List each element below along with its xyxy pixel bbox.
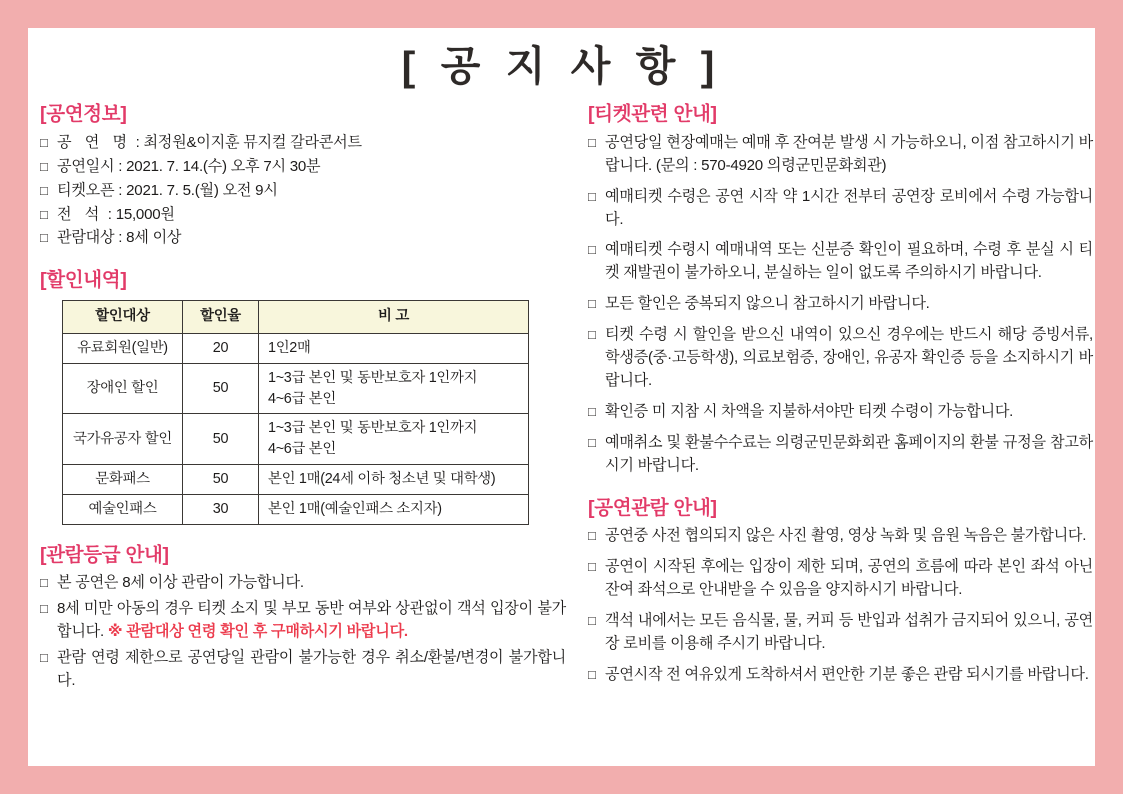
- cell-target: 문화패스: [63, 465, 183, 495]
- item-text: 8세 미만 아동의 경우 티켓 소지 및 부모 동반 여부와 상관없이 객석 입장이 불가 합니다.: [57, 600, 566, 641]
- info-value: : 2021. 7. 14.(수) 오후 7시 30분: [114, 157, 321, 175]
- performance-info-item: [40, 204, 566, 227]
- cell-target: 유료회원(일반): [63, 333, 183, 363]
- performance-info-item: [40, 132, 566, 155]
- viewing-item: [588, 610, 1093, 656]
- cell-rate: 50: [183, 363, 259, 414]
- column-header-target: 할인대상: [63, 300, 183, 333]
- cell-note: 본인 1매(24세 이하 청소년 및 대학생): [259, 465, 529, 495]
- ticket-item: [588, 432, 1093, 478]
- table-row: [63, 414, 529, 465]
- viewing-item: [588, 556, 1093, 602]
- item-text: 공연이 시작된 후에는 입장이 제한 되며, 공연의 흐름에 따라 본인 좌석 아닌 잔여 좌석으로 안내받을 수 있음을 양지하시기 바랍니다.: [605, 558, 1093, 599]
- performance-info-list: [40, 132, 566, 251]
- notice-page: [28, 28, 1095, 766]
- viewing-item: [588, 664, 1093, 687]
- item-text: 공연당일 현장예매는 예매 후 잔여분 발생 시 가능하오니, 이점 참고하시기 바랍니다. (문의 : 570-4920 의령군민문화회관): [605, 133, 1093, 174]
- checkbox-bullet-icon: □: [40, 134, 48, 150]
- rating-item: [40, 598, 566, 644]
- discount-table: [62, 300, 529, 525]
- ticket-item: [588, 401, 1093, 424]
- checkbox-bullet-icon: □: [588, 404, 596, 420]
- left-column: [40, 102, 566, 696]
- info-label: 관람대상: [57, 229, 115, 247]
- content-columns: [28, 90, 1095, 696]
- item-text: 예매취소 및 환불수수료는 의령군민문화회관 홈페이지의 환불 규정을 참고하시기 바랍니다.: [605, 434, 1093, 474]
- info-label: 공 연 명: [57, 133, 132, 151]
- item-text: 공연시작 전 여유있게 도착하셔서 편안한 기분 좋은 관람 되시기를 바랍니다.: [605, 665, 1089, 683]
- item-text: 예매티켓 수령시 예매내역 또는 신분증 확인이 필요하며, 수령 후 분실 시 티켓 재발권이 불가하오니, 분실하는 일이 없도록 주의하시기 바랍니다.: [605, 241, 1093, 282]
- cell-rate: 30: [183, 495, 259, 525]
- section-heading-performance-info: [공연정보]: [40, 103, 127, 126]
- section-heading-ticket: [티켓관련 안내]: [588, 103, 717, 126]
- item-text: 예매티켓 수령은 공연 시작 약 1시간 전부터 공연장 로비에서 수령 가능합니다.: [605, 187, 1093, 228]
- column-header-note: 비 고: [259, 300, 529, 333]
- checkbox-bullet-icon: □: [588, 134, 596, 150]
- info-value: : 8세 이상: [114, 229, 182, 247]
- viewing-item: [588, 525, 1093, 548]
- checkbox-bullet-icon: □: [588, 559, 596, 575]
- info-value: : 15,000원: [103, 205, 175, 223]
- item-text: 티켓 수령 시 할인을 받으신 내역이 있으신 경우에는 반드시 해당 증빙서류, 학생증(중·고등학생), 의료보험증, 장애인, 유공자 확인증 등을 소지하시기 바랍니다.: [605, 326, 1093, 390]
- info-label: 티켓오픈: [57, 181, 115, 199]
- checkbox-bullet-icon: □: [40, 158, 48, 174]
- checkbox-bullet-icon: □: [40, 206, 48, 222]
- item-text: 본 공연은 8세 이상 관람이 가능합니다.: [57, 574, 304, 592]
- checkbox-bullet-icon: □: [40, 575, 48, 591]
- checkbox-bullet-icon: □: [588, 435, 596, 451]
- table-row: [63, 465, 529, 495]
- rating-list: [40, 572, 566, 693]
- cell-note: 1~3급 본인 및 동반보호자 1인까지 4~6급 본인: [259, 363, 529, 414]
- checkbox-bullet-icon: □: [588, 242, 596, 258]
- right-column: [588, 102, 1093, 696]
- section-heading-viewing: [공연관람 안내]: [588, 496, 717, 519]
- checkbox-bullet-icon: □: [588, 327, 596, 343]
- item-text: 확인증 미 지참 시 차액을 지불하셔야만 티켓 수령이 가능합니다.: [605, 403, 1014, 421]
- info-label: 공연일시: [57, 157, 115, 175]
- checkbox-bullet-icon: □: [40, 601, 48, 617]
- cell-note: 본인 1매(예술인패스 소지자): [259, 495, 529, 525]
- checkbox-bullet-icon: □: [588, 528, 596, 544]
- table-row: [63, 333, 529, 363]
- checkbox-bullet-icon: □: [588, 188, 596, 204]
- info-value: : 2021. 7. 5.(월) 오전 9시: [114, 181, 278, 199]
- checkbox-bullet-icon: □: [40, 650, 48, 666]
- section-heading-discount: [할인내역]: [40, 269, 127, 292]
- cell-target: 장애인 할인: [63, 363, 183, 414]
- performance-info-item: [40, 180, 566, 203]
- checkbox-bullet-icon: □: [588, 666, 596, 682]
- rating-item: [40, 572, 566, 595]
- page-title: [ 공 지 사 항 ]: [401, 43, 722, 89]
- item-text: 공연중 사전 협의되지 않은 사진 촬영, 영상 녹화 및 음원 녹음은 불가합니다.: [605, 527, 1087, 545]
- item-text: 모든 할인은 중복되지 않으니 참고하시기 바랍니다.: [605, 295, 930, 313]
- cell-rate: 20: [183, 333, 259, 363]
- checkbox-bullet-icon: □: [588, 613, 596, 629]
- performance-info-item: [40, 156, 566, 179]
- ticket-item: [588, 186, 1093, 232]
- table-row: [63, 363, 529, 414]
- table-row: [63, 495, 529, 525]
- checkbox-bullet-icon: □: [40, 230, 48, 246]
- ticket-item: [588, 239, 1093, 285]
- cell-target: 예술인패스: [63, 495, 183, 525]
- column-header-rate: 할인율: [183, 300, 259, 333]
- ticket-item: [588, 293, 1093, 316]
- cell-note: 1인2매: [259, 333, 529, 363]
- cell-rate: 50: [183, 414, 259, 465]
- checkbox-bullet-icon: □: [40, 182, 48, 198]
- table-header-row: [63, 300, 529, 333]
- rating-item: [40, 647, 566, 693]
- performance-info-item: [40, 227, 566, 250]
- emphasis-text: ※ 관람대상 연령 확인 후 구매하시기 바랍니다.: [107, 623, 408, 641]
- cell-rate: 50: [183, 465, 259, 495]
- info-value: : 최정원&이지훈 뮤지컬 갈라콘서트: [131, 133, 362, 151]
- ticket-item: [588, 324, 1093, 393]
- section-heading-rating: [관람등급 안내]: [40, 543, 169, 566]
- info-label: 전 석: [57, 205, 104, 223]
- cell-target: 국가유공자 할인: [63, 414, 183, 465]
- ticket-item: [588, 132, 1093, 178]
- ticket-list: [588, 132, 1093, 478]
- cell-note: 1~3급 본인 및 동반보호자 1인까지 4~6급 본인: [259, 414, 529, 465]
- item-text: 객석 내에서는 모든 음식물, 물, 커피 등 반입과 섭취가 금지되어 있으니, 공연장 로비를 이용해 주시기 바랍니다.: [605, 612, 1093, 652]
- viewing-list: [588, 525, 1093, 687]
- item-text: 관람 연령 제한으로 공연당일 관람이 불가능한 경우 취소/환불/변경이 불가합니다.: [57, 649, 566, 689]
- checkbox-bullet-icon: □: [588, 296, 596, 312]
